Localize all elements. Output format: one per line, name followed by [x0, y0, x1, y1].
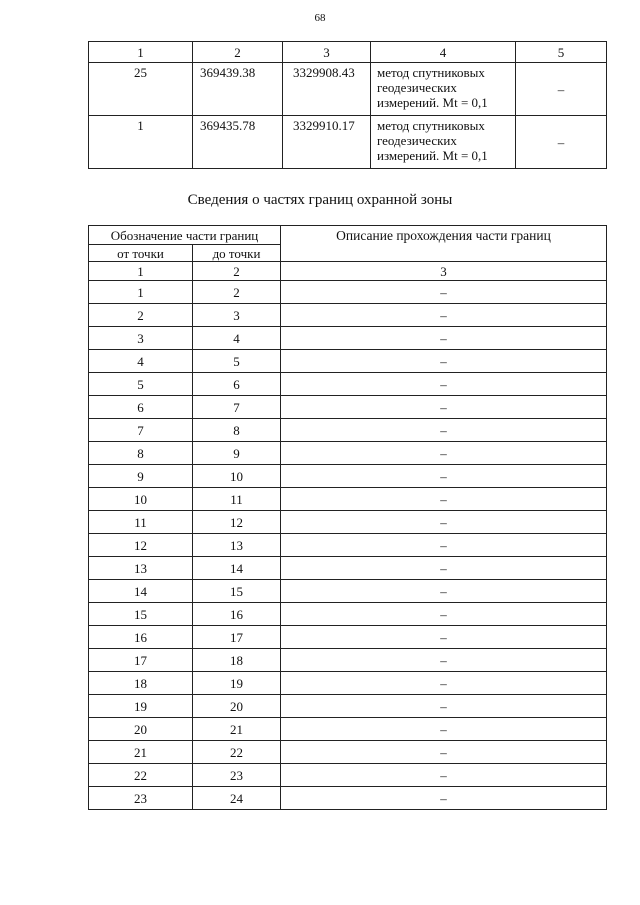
table-row — [89, 741, 607, 764]
from-point-cell: 23 — [89, 787, 193, 810]
description-cell: – — [281, 741, 607, 764]
table-row — [89, 488, 607, 511]
from-point-cell: 9 — [89, 465, 193, 488]
coord-header-cell: 4 — [371, 42, 516, 63]
description-cell: – — [281, 580, 607, 603]
to-point-cell: 15 — [193, 580, 281, 603]
from-point-cell: 20 — [89, 718, 193, 741]
table-row — [89, 718, 607, 741]
description-cell: – — [281, 442, 607, 465]
y-coordinate-cell: 3329908.43 — [283, 63, 371, 116]
table-row — [89, 442, 607, 465]
description-cell: – — [281, 626, 607, 649]
to-point-cell: 17 — [193, 626, 281, 649]
table-row — [89, 281, 607, 304]
coord-header-cell: 1 — [89, 42, 193, 63]
description-header: Описание прохождения части границ — [281, 226, 607, 262]
table-row — [89, 350, 607, 373]
description-cell: – — [281, 488, 607, 511]
to-point-cell: 5 — [193, 350, 281, 373]
y-coordinate-cell: 3329910.17 — [283, 116, 371, 169]
table-row — [89, 580, 607, 603]
table-row — [89, 116, 607, 169]
description-cell: – — [281, 557, 607, 580]
table-row — [89, 764, 607, 787]
to-point-cell: 4 — [193, 327, 281, 350]
to-point-cell: 19 — [193, 672, 281, 695]
to-point-cell: 14 — [193, 557, 281, 580]
method-line: измерений. Mt = 0,1 — [377, 148, 488, 163]
to-point-cell: 20 — [193, 695, 281, 718]
to-point-cell: 9 — [193, 442, 281, 465]
method-line: измерений. Mt = 0,1 — [377, 95, 488, 110]
method-line: метод спутниковых — [377, 118, 485, 133]
description-cell: – — [281, 534, 607, 557]
method-line: метод спутниковых — [377, 65, 485, 80]
to-point-header: до точки — [193, 245, 281, 262]
from-point-cell: 22 — [89, 764, 193, 787]
description-cell: – — [281, 672, 607, 695]
description-cell: – — [281, 511, 607, 534]
column-5-cell: – — [516, 116, 607, 169]
from-point-cell: 1 — [89, 281, 193, 304]
table-row — [89, 626, 607, 649]
coordinates-table-body — [89, 42, 607, 169]
from-point-cell: 19 — [89, 695, 193, 718]
boundary-parts-table — [88, 225, 607, 810]
table-row — [89, 419, 607, 442]
table-row — [89, 557, 607, 580]
parts-index-row — [89, 262, 607, 281]
description-cell: – — [281, 603, 607, 626]
index-cell: 3 — [281, 262, 607, 281]
to-point-cell: 24 — [193, 787, 281, 810]
to-point-cell: 3 — [193, 304, 281, 327]
point-number-cell: 1 — [89, 116, 193, 169]
table-row — [89, 396, 607, 419]
to-point-cell: 22 — [193, 741, 281, 764]
to-point-cell: 10 — [193, 465, 281, 488]
description-cell: – — [281, 304, 607, 327]
x-coordinate-cell: 369439.38 — [193, 63, 283, 116]
to-point-cell: 16 — [193, 603, 281, 626]
parts-header-row — [89, 226, 607, 245]
to-point-cell: 12 — [193, 511, 281, 534]
method-cell — [371, 63, 516, 116]
method-line: геодезических — [377, 133, 457, 148]
table-row — [89, 63, 607, 116]
table-row — [89, 327, 607, 350]
description-cell: – — [281, 649, 607, 672]
coordinates-header-row — [89, 42, 607, 63]
table-row — [89, 787, 607, 810]
column-5-cell: – — [516, 63, 607, 116]
from-point-cell: 5 — [89, 373, 193, 396]
index-cell: 2 — [193, 262, 281, 281]
part-designation-header: Обозначение части границ — [89, 226, 281, 245]
method-line: геодезических — [377, 80, 457, 95]
coord-header-cell: 3 — [283, 42, 371, 63]
description-cell: – — [281, 419, 607, 442]
from-point-cell: 8 — [89, 442, 193, 465]
from-point-cell: 11 — [89, 511, 193, 534]
from-point-cell: 7 — [89, 419, 193, 442]
table-row — [89, 649, 607, 672]
from-point-cell: 17 — [89, 649, 193, 672]
description-cell: – — [281, 327, 607, 350]
description-cell: – — [281, 718, 607, 741]
x-coordinate-cell: 369435.78 — [193, 116, 283, 169]
from-point-cell: 16 — [89, 626, 193, 649]
from-point-cell: 2 — [89, 304, 193, 327]
from-point-header: от точки — [89, 245, 193, 262]
table-row — [89, 373, 607, 396]
from-point-cell: 3 — [89, 327, 193, 350]
from-point-cell: 10 — [89, 488, 193, 511]
index-cell: 1 — [89, 262, 193, 281]
from-point-cell: 12 — [89, 534, 193, 557]
to-point-cell: 11 — [193, 488, 281, 511]
table-row — [89, 603, 607, 626]
table-row — [89, 672, 607, 695]
to-point-cell: 23 — [193, 764, 281, 787]
from-point-cell: 15 — [89, 603, 193, 626]
to-point-cell: 7 — [193, 396, 281, 419]
description-cell: – — [281, 281, 607, 304]
coord-header-cell: 5 — [516, 42, 607, 63]
to-point-cell: 6 — [193, 373, 281, 396]
page-number: 68 — [314, 12, 326, 24]
boundary-parts-table-body — [89, 226, 607, 810]
to-point-cell: 21 — [193, 718, 281, 741]
from-point-cell: 13 — [89, 557, 193, 580]
from-point-cell: 4 — [89, 350, 193, 373]
coord-header-cell: 2 — [193, 42, 283, 63]
description-cell: – — [281, 787, 607, 810]
point-number-cell: 25 — [89, 63, 193, 116]
from-point-cell: 21 — [89, 741, 193, 764]
description-cell: – — [281, 373, 607, 396]
table-row — [89, 695, 607, 718]
to-point-cell: 13 — [193, 534, 281, 557]
description-cell: – — [281, 465, 607, 488]
coordinates-table — [88, 41, 607, 169]
table-row — [89, 534, 607, 557]
description-cell: – — [281, 350, 607, 373]
section-title: Сведения о частях границ охранной зоны — [187, 192, 453, 208]
method-cell — [371, 116, 516, 169]
table-row — [89, 511, 607, 534]
to-point-cell: 18 — [193, 649, 281, 672]
to-point-cell: 8 — [193, 419, 281, 442]
description-cell: – — [281, 695, 607, 718]
table-row — [89, 465, 607, 488]
to-point-cell: 2 — [193, 281, 281, 304]
from-point-cell: 6 — [89, 396, 193, 419]
from-point-cell: 18 — [89, 672, 193, 695]
description-cell: – — [281, 764, 607, 787]
description-cell: – — [281, 396, 607, 419]
from-point-cell: 14 — [89, 580, 193, 603]
table-row — [89, 304, 607, 327]
